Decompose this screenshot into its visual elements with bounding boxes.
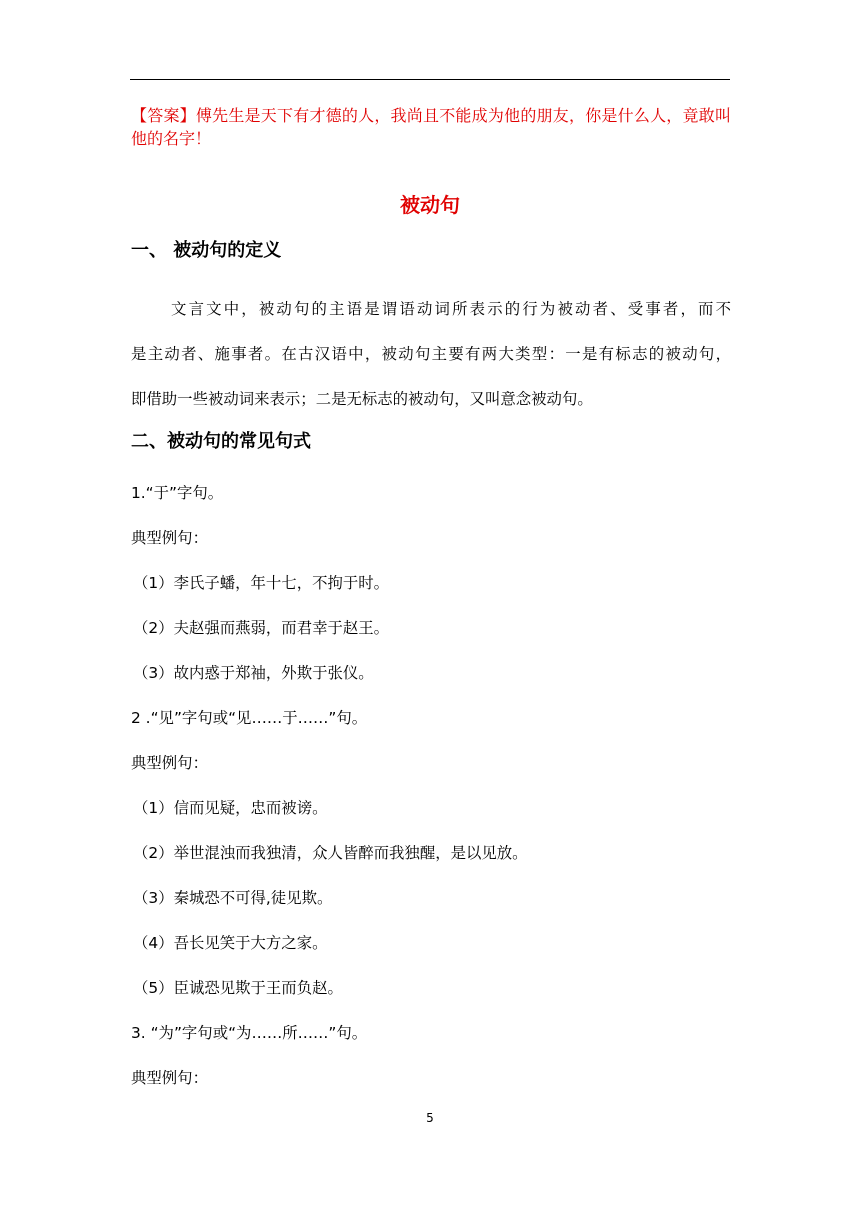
example-label: 典型例句： <box>131 754 208 772</box>
page-number: 5 <box>426 1111 434 1125</box>
example-sentence: （2）夫赵强而燕弱，而君幸于赵王。 <box>133 619 390 637</box>
pattern-label: 3. “为”字句或“为……所……”句。 <box>131 1024 368 1042</box>
answer-tag: 【答案】 <box>131 106 196 125</box>
example-label: 典型例句： <box>131 529 208 547</box>
pattern-label: 2 .“见”字句或“见……于……”句。 <box>131 709 368 727</box>
paragraph-line: 文言文中，被动句的主语是谓语动词所表示的行为被动者、受事者，而不 <box>171 300 731 318</box>
section-heading-definition: 一、 被动句的定义 <box>131 240 282 261</box>
answer-text: 傅先生是天下有才德的人，我尚且不能成为他的朋友，你是什么人，竟敢叫他的名字！ <box>131 106 731 148</box>
paragraph-line: 是主动者、施事者。在古汉语中，被动句主要有两大类型：一是有标志的被动句， <box>131 345 731 363</box>
example-sentence: （2）举世混浊而我独清，众人皆醉而我独醒，是以见放。 <box>133 844 528 862</box>
example-sentence: （5）臣诚恐见欺于王而负赵。 <box>133 979 343 997</box>
example-sentence: （3）秦城恐不可得,徒见欺。 <box>133 889 333 907</box>
answer-paragraph <box>131 104 731 150</box>
section-heading-patterns: 二、被动句的常见句式 <box>131 431 311 452</box>
header-rule <box>130 79 730 80</box>
page-title: 被动句 <box>400 193 460 217</box>
pattern-label: 1.“于”字句。 <box>131 484 224 502</box>
example-sentence: （1）信而见疑，忠而被谤。 <box>133 799 328 817</box>
example-sentence: （1）李氏子蟠，年十七，不拘于时。 <box>133 574 390 592</box>
definition-paragraph <box>131 287 731 422</box>
example-sentence: （3）故内惑于郑袖，外欺于张仪。 <box>133 664 374 682</box>
paragraph-line: 即借助一些被动词来表示；二是无标志的被动句，又叫意念被动句。 <box>131 390 593 408</box>
example-sentence: （4）吾长见笑于大方之家。 <box>133 934 328 952</box>
example-label: 典型例句： <box>131 1069 208 1087</box>
